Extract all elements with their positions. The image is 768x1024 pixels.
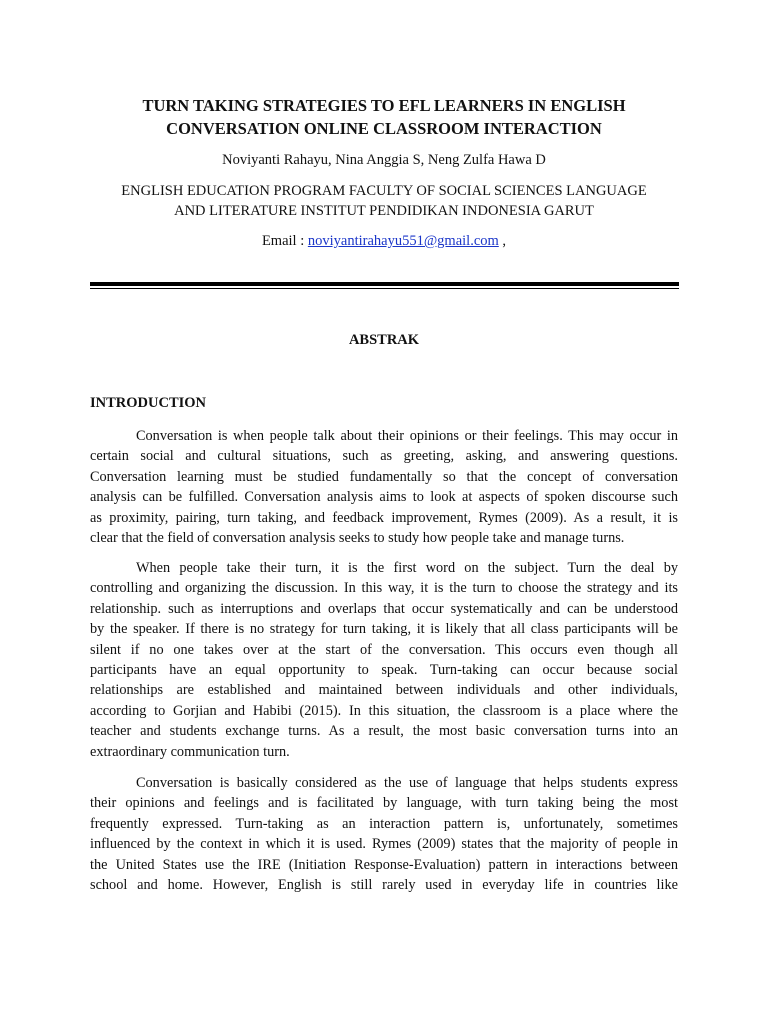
author-list: Noviyanti Rahayu, Nina Anggia S, Neng Zulfa Hawa D [222,152,546,168]
email-link[interactable]: noviyantirahayu551@gmail.com [307,233,499,249]
email-line [0,233,768,250]
paragraph-line: clear that the field of conversation analysis seeks to study how people take and manage turns. [90,530,625,547]
paragraph-line: their opinions and feelings and is facilitated by language, with turn taking being the most [90,795,678,812]
paragraph-line: silent if no one takes over at the start of the conversation. This occurs even though all [90,641,678,658]
paragraph-line: Conversation is when people talk about their opinions or their feelings. This may occur in [136,428,678,444]
abstract-heading: ABSTRAK [348,332,420,348]
header-divider-thin [90,288,679,289]
paragraph-line: Conversation is basically considered as the use of language that helps students express [136,775,678,791]
paragraph-line: participants have an equal opportunity to speak. Turn-taking can occur because social [90,662,678,679]
paper-title [60,94,708,140]
paragraph-line: extraordinary communication turn. [90,743,290,760]
email-suffix: , [502,233,507,249]
paragraph-line: school and home. However, English is still rarely used in everyday life in countries like [90,877,678,894]
paragraph-line: frequently expressed. Turn-taking as an interaction pattern is, unfortunately, sometimes [90,815,678,832]
affiliation-line-2: AND LITERATURE INSTITUT PENDIDIKAN INDONESIA GARUT [174,203,594,219]
paragraph-line: controlling and organizing the discussion. In this way, it is the turn to choose the strategy and its [90,580,678,597]
affiliation [60,181,708,221]
paragraph-line: influenced by the context in which it is used. Rymes (2009) states that the majority of people in [90,836,678,853]
paragraph-1 [90,426,678,548]
paragraph-line: analysis can be fulfilled. Conversation analysis aims to look at aspects of spoken discourse such [90,489,678,506]
paragraph-line: certain social and cultural situations, such as greeting, asking, and answering questions. [90,448,678,465]
paragraph-line: according to Gorjian and Habibi (2015). In this situation, the classroom is a place where the [90,702,678,719]
paragraph-2 [90,558,678,762]
paragraph-line: by the speaker. If there is no strategy for turn taking, it is likely that all class participants will be [90,621,678,638]
paragraph-line: as proximity, pairing, turn taking, and feedback improvement, Rymes (2009). As a result, it is [90,509,678,526]
introduction-heading: INTRODUCTION [90,395,207,411]
email-label: Email : [261,233,305,249]
paragraph-line: teacher and students exchange turns. As a result, the most basic conversation turns into an [90,723,678,740]
paragraph-line: relationships are established and maintained between individuals and other individuals, [90,682,678,699]
paragraph-line: Conversation learning must be studied fundamentally so that the concept of conversation [90,468,678,485]
affiliation-line-1: ENGLISH EDUCATION PROGRAM FACULTY OF SOCIAL SCIENCES LANGUAGE [121,183,647,199]
paragraph-line: relationship. such as interruptions and overlaps that occur systematically and can be understood [90,600,678,617]
paragraph-line: the United States use the IRE (Initiation Response-Evaluation) pattern in interactions between [90,856,678,873]
title-line-2: CONVERSATION ONLINE CLASSROOM INTERACTION [166,119,602,138]
paragraph-line: When people take their turn, it is the first word on the subject. Turn the deal by [136,560,678,576]
paragraph-3 [90,773,678,895]
header-divider-thick [90,282,679,286]
title-line-1: TURN TAKING STRATEGIES TO EFL LEARNERS IN ENGLISH [142,96,626,115]
